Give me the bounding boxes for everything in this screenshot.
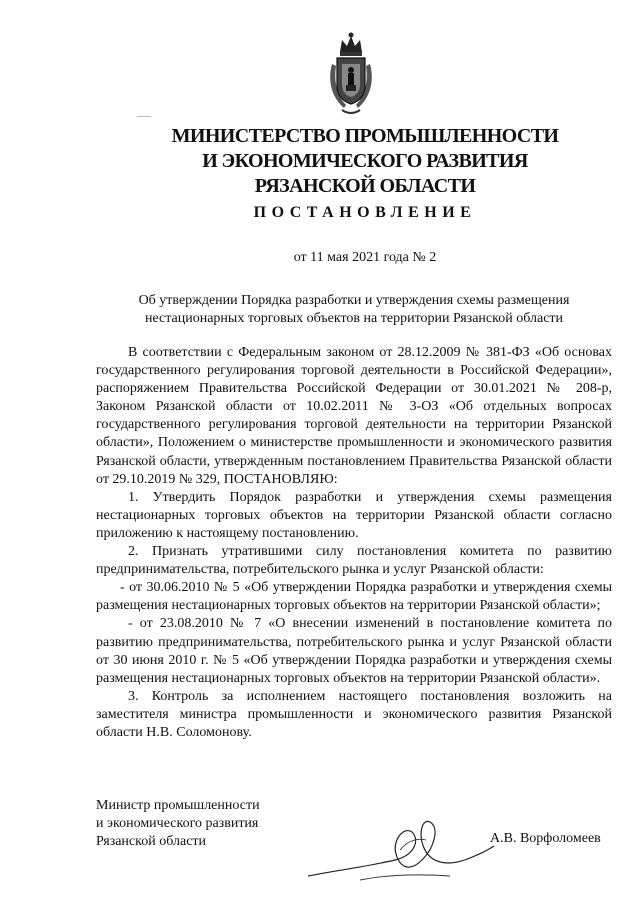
subject-line: нестационарных торговых объектов на территории Рязанской области: [144, 311, 564, 326]
item-2a-paragraph: - от 30.06.2010 № 5 «Об утверждении Порядка разработки и утверждения схемы размещения нестационарных торговых объектов на территории Рязанской области»;: [96, 580, 612, 614]
preamble-paragraph: В соответствии с Федеральным законом от 28.12.2009 № 381-ФЗ «Об основах государственного регулирования торговой деятельности в Российской Федерации», распоряжением Правительства Российской Федерации от 30.01.2021 № 208-р, Законом Рязанской области от 10.02.2011 № 3-ОЗ «Об отдельных вопросах государственного регулирования торговой деятельности на территории Рязанской области», Положением о министерстве промышленности и экономического развития Рязанской области, утвержденным постановлением Правительства Рязанской области от 29.10.2019 № 329, ПОСТАНОВЛЯЮ:: [96, 345, 612, 487]
position-line: Рязанской области: [96, 834, 207, 849]
decree-subject: [96, 292, 612, 328]
subject-line: Об утверждении Порядка разработки и утверждения схемы размещения: [138, 293, 570, 308]
ministry-name: [130, 124, 600, 199]
item-3-paragraph: 3. Контроль за исполнением настоящего постановления возложить на заместителя министра промышленности и экономического развития Рязанской области Н.В. Соломонову.: [96, 688, 612, 740]
scan-mark: [137, 116, 151, 118]
item-1-paragraph: 1. Утвердить Порядок разработки и утверждения схемы размещения нестационарных торговых объектов на территории Рязанской области согласно приложению к настоящему постановлению.: [96, 489, 612, 541]
decree-body: [96, 344, 612, 742]
coat-of-arms-icon: [326, 30, 376, 116]
item-2-paragraph: 2. Признать утратившими силу постановления комитета по развитию предпринимательства, потребительского рынка и услуг Рязанской области:: [96, 544, 612, 578]
ministry-line: РЯЗАНСКОЙ ОБЛАСТИ: [254, 175, 476, 197]
ministry-line: МИНИСТЕРСТВО ПРОМЫШЛЕННОСТИ: [171, 125, 559, 147]
position-line: и экономического развития: [96, 816, 259, 831]
item-2b-paragraph: - от 23.08.2010 № 7 «О внесении изменений в постановление комитета по развитию предпринимательства, потребительского рынка и услуг Рязанской области от 30 июня 2010 г. № 5 «Об утверждении Порядка разработки и утверждения схемы размещения нестационарных торговых объектов на территории Рязанской области».: [96, 616, 612, 686]
signatory-name: А.В. Ворфоломеев: [490, 831, 601, 846]
decree-date: от 11 мая 2021 года № 2: [293, 250, 437, 265]
document-type-title: ПОСТАНОВЛЕНИЕ: [253, 204, 477, 221]
handwritten-signature-icon: [300, 810, 500, 890]
ministry-line: И ЭКОНОМИЧЕСКОГО РАЗВИТИЯ: [202, 150, 528, 172]
signatory-position: [96, 797, 260, 851]
position-line: Министр промышленности: [96, 798, 260, 813]
